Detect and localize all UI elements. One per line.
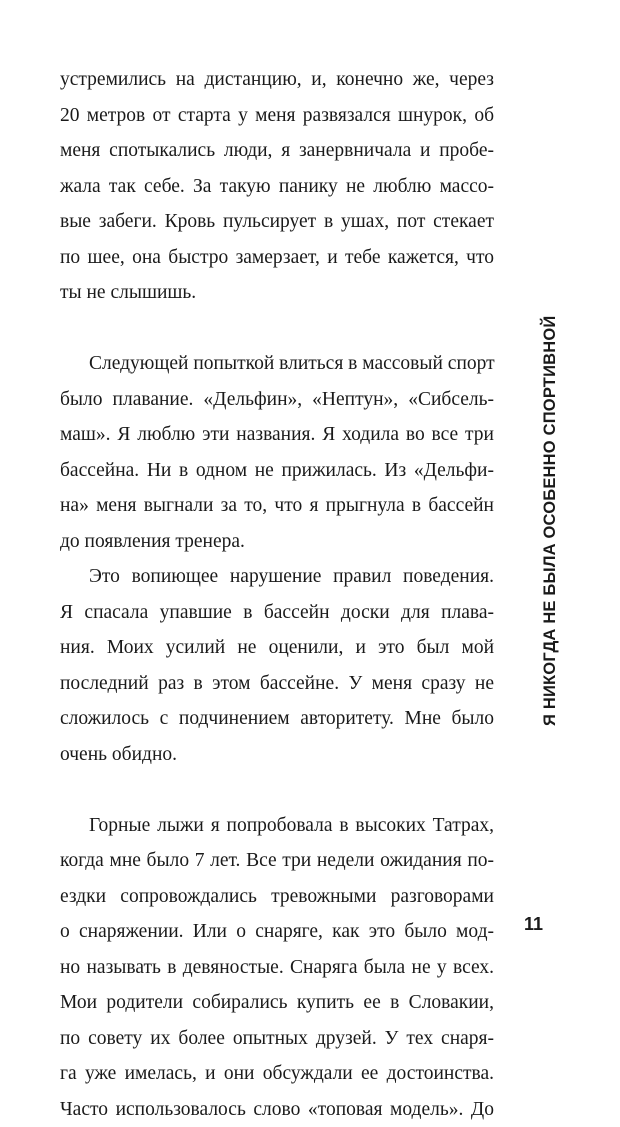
running-head-text: Я НИКОГДА НЕ БЫЛА ОСОБЕННО СПОРТИВНОЙ — [541, 66, 560, 726]
text-line: сложилось с подчинением авторитету. Мне было — [60, 701, 494, 737]
text-line: по совету их более опытных друзей. У тех снаря- — [60, 1021, 494, 1057]
text-line: Я спасала упавшие в бассейн доски для плава- — [60, 595, 494, 631]
text-line: Это вопиющее нарушение правил поведения. — [60, 559, 494, 595]
text-line: по шее, она быстро замерзает, и тебе кажется, что — [60, 240, 494, 276]
text-line: бассейна. Ни в одном не прижилась. Из «Дельфи- — [60, 453, 494, 489]
text-line: до появления тренера. — [60, 524, 494, 560]
text-line: 20 метров от старта у меня развязался шнурок, об — [60, 98, 494, 134]
text-line: маш». Я люблю эти названия. Я ходила во все три — [60, 417, 494, 453]
text-line: на» меня выгнали за то, что я прыгнула в бассейн — [60, 488, 494, 524]
text-line: когда мне было 7 лет. Все три недели ожидания по- — [60, 843, 494, 879]
text-line: было плавание. «Дельфин», «Нептун», «Сибсель- — [60, 382, 494, 418]
paragraph-gap — [60, 772, 494, 808]
text-line: но называть в девяностые. Снаряга была не у всех. — [60, 950, 494, 986]
text-line: Мои родители собирались купить ее в Словакии, — [60, 985, 494, 1021]
text-line: о снаряжении. Или о снаряге, как это было мод- — [60, 914, 494, 950]
text-line: га уже имелась, и они обсуждали ее достоинства. — [60, 1056, 494, 1092]
text-line: устремились на дистанцию, и, конечно же, через — [60, 62, 494, 98]
text-line: Горные лыжи я попробовала в высоких Татрах, — [60, 808, 494, 844]
text-line: жала так себе. За такую панику не люблю массо- — [60, 169, 494, 205]
paragraph-gap — [60, 311, 494, 347]
text-line: последний раз в этом бассейне. У меня сразу не — [60, 666, 494, 702]
text-line: ездки сопровождались тревожными разговорами — [60, 879, 494, 915]
text-line: вые забеги. Кровь пульсирует в ушах, пот стекает — [60, 204, 494, 240]
text-line: Часто использовалось слово «топовая модель». До — [60, 1092, 494, 1127]
text-line: ты не слышишь. — [60, 275, 494, 311]
text-line: ния. Моих усилий не оценили, и это был мой — [60, 630, 494, 666]
running-head — [538, 66, 566, 726]
text-line: Следующей попыткой влиться в массовый спорт — [60, 346, 494, 382]
text-line: меня спотыкались люди, я занервничала и пробе- — [60, 133, 494, 169]
body-text — [60, 62, 494, 1127]
text-line: очень обидно. — [60, 737, 494, 773]
page-number: 11 — [524, 914, 543, 935]
